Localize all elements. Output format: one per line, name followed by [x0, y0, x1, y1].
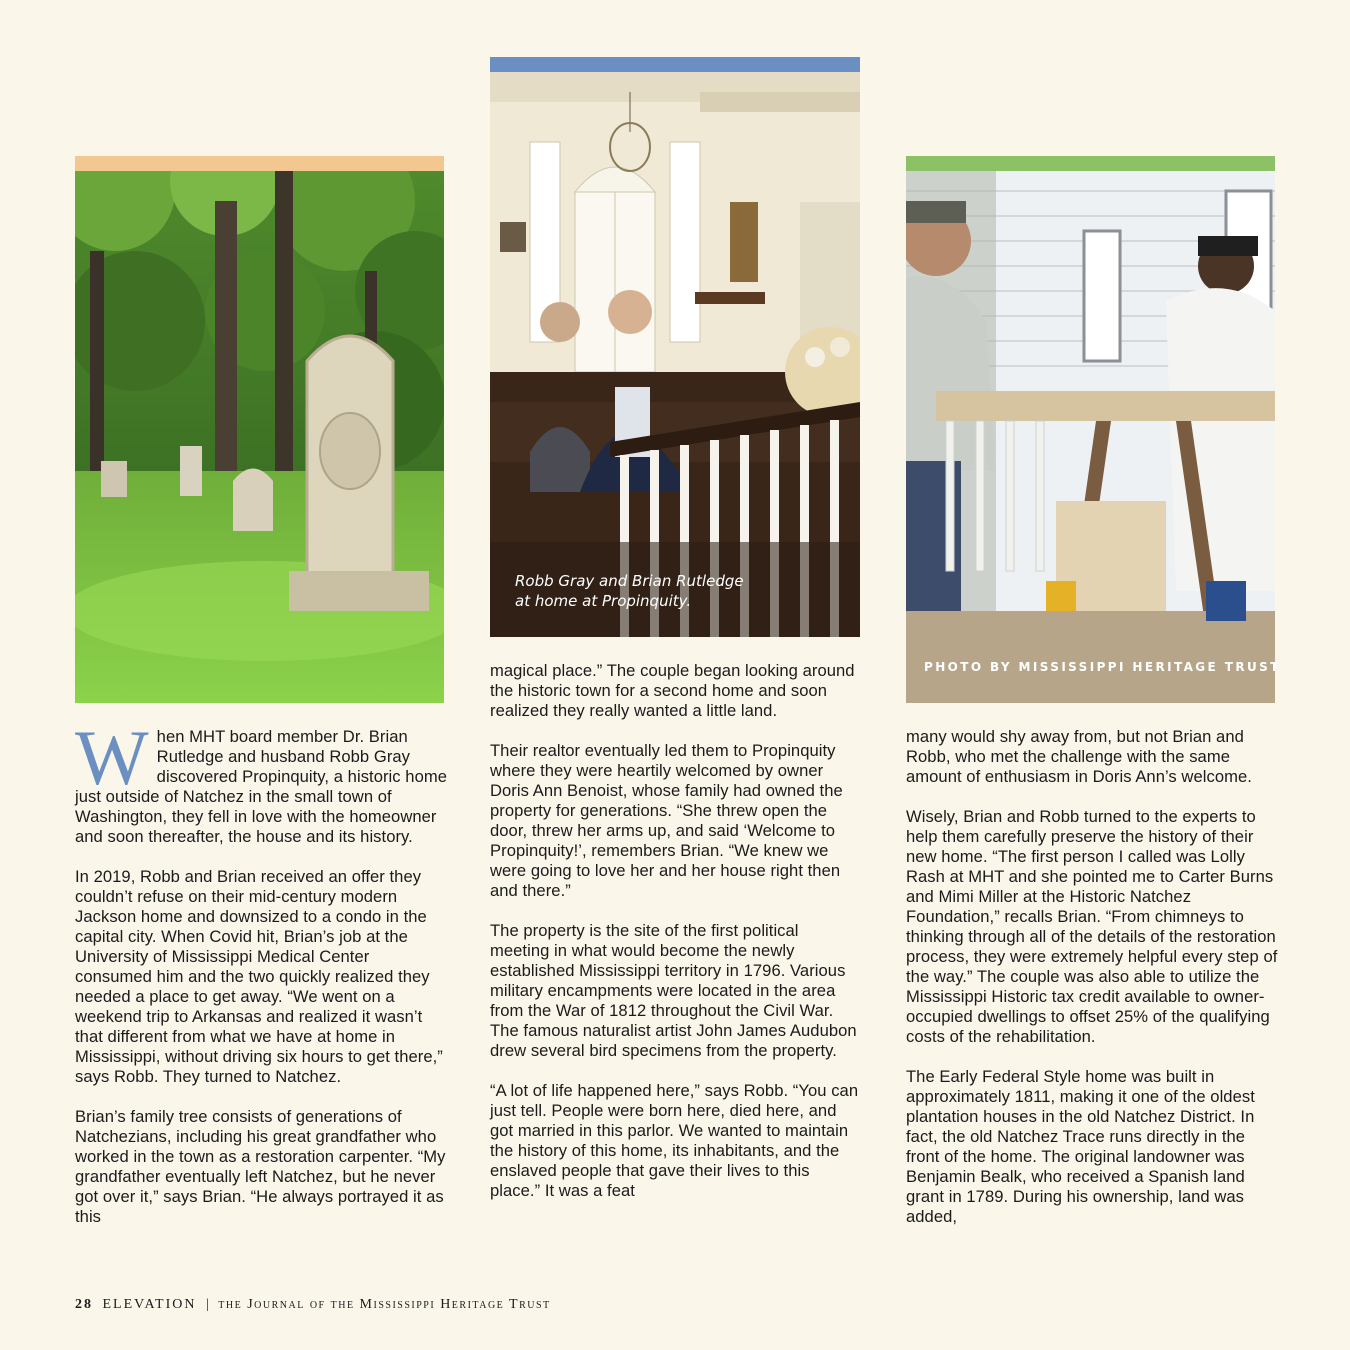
article-column-1 [75, 714, 448, 1227]
page-number: 28 [75, 1297, 93, 1312]
caption-line-2: at home at Propinquity. [515, 592, 692, 610]
journal-name: the Journal of the Mississippi Heritage Trust [218, 1297, 551, 1312]
interior-photo-art [490, 72, 860, 637]
article-paragraph: Their realtor eventually led them to Propinquity where they were heartily welcomed by owner Doris Ann Benoist, whose family had owned the property for generations. “She threw open the door, threw her arms up, and said ‘Welcome to Propinquity!’, remembers Brian. “We knew we were going to love her and her house right then and there.” [490, 741, 843, 900]
article-paragraph [75, 714, 448, 847]
footer-separator: | [205, 1297, 209, 1312]
cemetery-photo-art [75, 171, 444, 703]
article-paragraph: “A lot of life happened here,” says Robb. “You can just tell. People were born here, died here, and got married in this parlor. We wanted to maintain the history of this home, its inhabitants, and the enslaved people that gave their lives to this place.” It was a feat [490, 1081, 859, 1200]
historic-home-interior-photo [490, 72, 860, 637]
photo-caption [515, 571, 815, 611]
article-paragraph: magical place.” The couple began looking around the historic town for a second home and soon realized they really wanted a little land. [490, 661, 855, 720]
carpentry-photo-art [906, 171, 1275, 703]
page-footer [75, 1297, 551, 1313]
article-column-3 [906, 727, 1278, 1227]
article-paragraph: In 2019, Robb and Brian received an offer they couldn’t refuse on their mid-century modern Jackson home and downsized to a condo in the capital city. When Covid hit, Brian’s job at the University of Mississippi Medical Center consumed him and the two quickly realized they needed a place to get away. “We went on a weekend trip to Arkansas and realized it wasn’t that different from what we have at home in Mississippi, without driving six hours to get there,” says Robb. They turned to Natchez. [75, 867, 443, 1086]
article-paragraph: The Early Federal Style home was built in approximately 1811, making it one of the oldest plantation houses in the old Natchez District. In fact, the old Natchez Trace runs directly in the front of the home. The original landowner was Benjamin Bealk, who received a Spanish land grant in 1789. During his ownership, land was added, [906, 1067, 1255, 1226]
drop-cap: W [75, 714, 149, 801]
article-column-2 [490, 661, 862, 1201]
article-paragraph: Wisely, Brian and Robb turned to the experts to help them carefully preserve the history of their new home. “The first person I called was Lolly Rash at MHT and she pointed me to Carter Burns and Mimi Miller at the Historic Natchez Foundation,” recalls Brian. “From chimneys to thinking through all of the details of the restoration process, they were extremely helpful every step of the way.” The couple was also able to utilize the Mississippi Historic tax credit available to owner-occupied dwellings to offset 25% of the qualifying costs of the rehabilitation. [906, 807, 1278, 1046]
accent-bar-orange [75, 156, 444, 171]
article-paragraph: many would shy away from, but not Brian and Robb, who met the challenge with the same amount of enthusiasm in Doris Ann’s welcome. [906, 727, 1252, 786]
cemetery-headstones-photo [75, 171, 444, 703]
article-paragraph-text: hen MHT board member Dr. Brian Rutledge and husband Robb Gray discovered Propinquity, a historic home just outside of Natchez in the small town of Washington, they fell in love with the homeowner and soon thereafter, the house and its history. [75, 727, 448, 846]
accent-bar-green [906, 156, 1275, 171]
restoration-carpentry-photo [906, 171, 1275, 703]
accent-bar-blue [490, 57, 860, 72]
photo-credit: PHOTO BY MISSISSIPPI HERITAGE TRUST [924, 660, 1281, 674]
caption-line-1: Robb Gray and Brian Rutledge [515, 572, 744, 590]
article-paragraph: The property is the site of the first political meeting in what would become the newly established Mississippi territory in 1796. Various military encampments were located in the area from the War of 1812 throughout the Civil War. The famous naturalist artist John James Audubon drew several bird specimens from the property. [490, 921, 857, 1060]
article-paragraph: Brian’s family tree consists of generations of Natchezians, including his great grandfather who worked in the town as a restoration carpenter. “My grandfather eventually left Natchez, but he never got over it,” says Brian. “He always portrayed it as this [75, 1107, 446, 1226]
magazine-name: ELEVATION [102, 1297, 197, 1312]
